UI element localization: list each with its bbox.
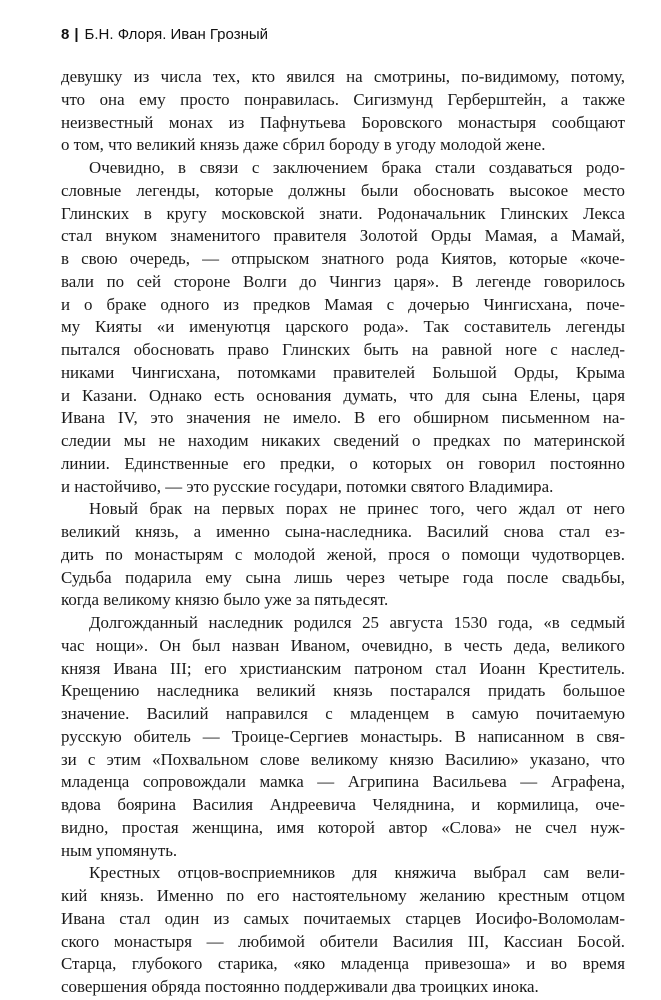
paragraph [61, 498, 625, 612]
paragraph [61, 862, 625, 999]
text-line: Старца, глубокого старика, «яко младенца привезоша» и во время [61, 954, 625, 974]
text-line: и Казани. Однако есть основания думать, что для сына Елены, царя [61, 385, 625, 405]
text-line: Ивана IV, это значения не имело. В его обширном письменном на- [61, 408, 625, 428]
text-line: вали по сей стороне Волги до Чингиз царя». В легенде говорилось [61, 271, 625, 291]
running-head [61, 24, 625, 46]
text-line: Ивана стал один из самых почитаемых старцев Иосифо-Воломолам- [61, 908, 625, 928]
text-line: дить по монастырям с молодой женой, прося о помощи чудотворцев. [61, 544, 625, 564]
text-line: девушку из числа тех, кто явился на смотрины, по-видимому, потому, [61, 67, 625, 86]
text-line: великий князь, а именно сына-наследника. Василий снова стал ез- [61, 522, 625, 541]
text-line: линии. Единственные его предки, о которых он говорил постоянно [61, 453, 625, 473]
text-line: никами Чингисхана, потомками правителей Большой Орды, Крыма [61, 362, 625, 382]
text-line: словные легенды, которые должны были обосновать высокое место [61, 180, 625, 200]
text-line: ным упомянуть. [61, 840, 178, 860]
text-line: князя Ивана III; его христианским патроном стал Иоанн Креститель. [61, 658, 625, 678]
text-line: Глинских в кругу московской знати. Родоначальник Глинских Лекса [61, 203, 625, 223]
text-line: Долгожданный наследник родился 25 августа 1530 года, «в седмый [89, 613, 625, 632]
text-line: видно, простая женщина, имя которой автор «Слова» не счел нуж- [61, 817, 625, 837]
text-line: русскую обитель — Троице-Сергиев монастырь. В написанном в свя- [61, 726, 625, 746]
text-line: в свою очередь, — отпрыском знатного рода Киятов, которые «коче- [61, 249, 625, 268]
text-line: кий князь. Именно по его настоятельному желанию крестным отцом [61, 886, 625, 905]
text-line: о том, что великий князь даже сбрил бороду в угоду молодой жене. [61, 135, 546, 155]
text-line: стал внуком знаменитого правителя Золотой Орды Мамая, а Мамай, [61, 226, 625, 246]
page-number: 8 [61, 26, 70, 43]
text-line: час нощи». Он был назван Иваном, очевидно, в честь деда, великого [61, 635, 625, 655]
text-line: что она ему просто понравилась. Сигизмунд Герберштейн, а также [61, 89, 625, 109]
paragraph [61, 157, 625, 498]
text-line: когда великому князю было уже за пятьдесят. [61, 590, 389, 610]
text-line: ского монастыря — любимой обители Василия III, Кассиан Босой. [61, 931, 625, 951]
text-line: Крещению наследника великий князь постарался придать большое [61, 681, 625, 701]
paragraph [61, 66, 625, 157]
text-line: Судьба подарила ему сына лишь через четыре года после свадьбы, [61, 567, 625, 587]
body-text [61, 66, 625, 999]
text-line: следии мы не находим никаких сведений о предках по материнской [61, 431, 625, 450]
text-line: му Кияты «и именуютця царского рода». Так составитель легенды [61, 317, 625, 337]
text-line: неизвестный монах из Пафнутьева Боровского монастыря сообщают [61, 112, 625, 132]
running-title: Б.Н. Флоря. Иван Грозный [84, 26, 269, 43]
book-page [61, 24, 625, 999]
header-separator: | [74, 26, 79, 43]
text-line: и о браке одного из предков Мамая с дочерью Чингисхана, поче- [61, 294, 625, 314]
text-line: зи с этим «Похвальном слове великому князю Василию» указано, что [61, 749, 625, 769]
text-line: Новый брак на первых порах не принес того, чего ждал от него [89, 499, 625, 519]
paragraph [61, 612, 625, 862]
text-line: значение. Василий направился с младенцем в самую почитаемую [61, 704, 625, 723]
text-line: младенца сопровождали мамка — Агрипина Васильева — Аграфена, [61, 772, 625, 792]
text-line: вдова боярина Василия Андреевича Челяднина, и кормилица, оче- [61, 795, 625, 814]
text-line: пытался обосновать право Глинских быть на равной ноге с наслед- [61, 340, 625, 359]
text-line: и настойчиво, — это русские государи, потомки святого Владимира. [61, 476, 554, 496]
text-line: Очевидно, в связи с заключением брака стали создаваться родо- [89, 158, 625, 177]
text-line: Крестных отцов-восприемников для княжича выбрал сам вели- [89, 863, 625, 883]
text-line: совершения обряда постоянно поддерживали два троицких инока. [61, 977, 539, 996]
